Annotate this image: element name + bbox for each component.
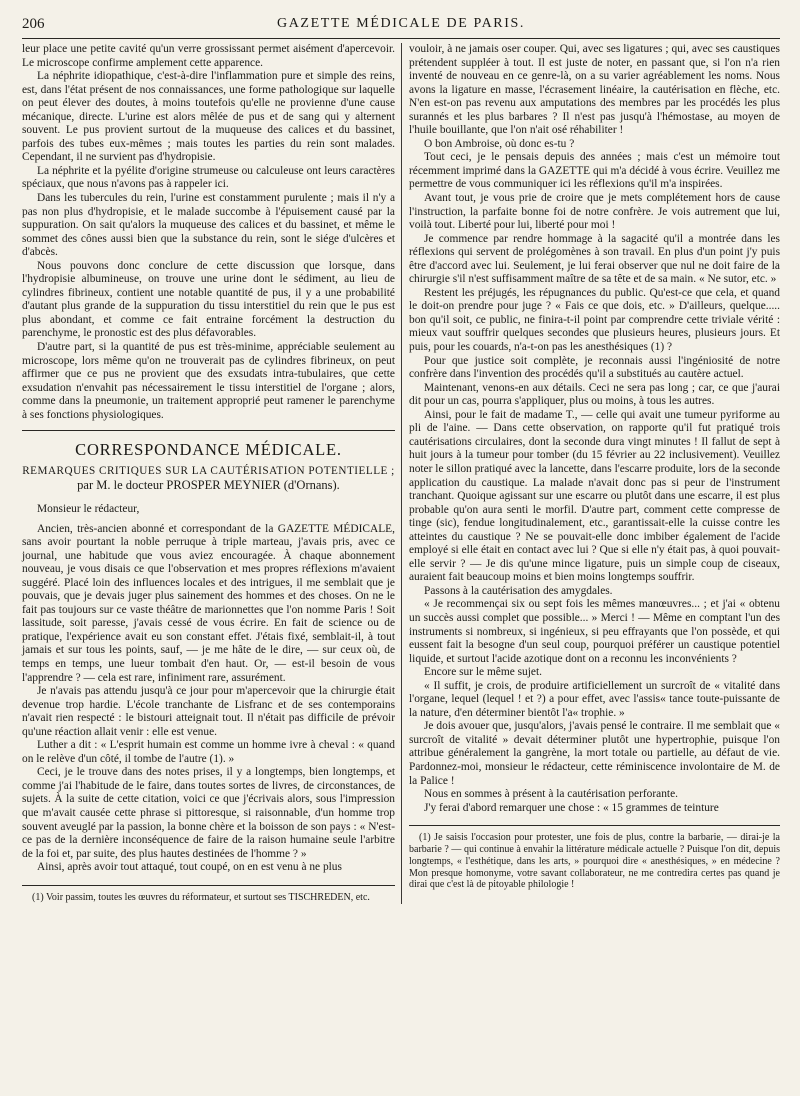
paragraph: Luther a dit : « L'esprit humain est comme un homme ivre à cheval : « quand on le relève d'un côté, il tombe de l'autre (1). » xyxy=(22,739,395,765)
paragraph: Passons à la cautérisation des amygdales. xyxy=(424,584,613,597)
paragraph: leur place une petite cavité qu'un verre grossissant permet aisément d'apercevoir. Le microscope confirme amplement cette apparence. xyxy=(22,43,395,69)
paragraph: O bon Ambroise, où donc es-tu ? xyxy=(424,137,575,150)
paragraph: vouloir, à ne jamais oser couper. Qui, avec ses ligatures ; qui, avec ses caustiques prétendent suppléer à tout. Il est juste de noter, en passant que, si l'on n'a rien inventé de nouveau en ce genre-là, on a su varier agréablement les noms. Nous avons la ligature en masse, l'écrasement linéaire, la cautérisation en flèche, etc. N'en est-on pas revenu aux amputations des membres par les procédés les plus surannés et les plus barbares ? Il n'est pas jusqu'à l'hémostase, au moyen de l'huile bouillante, que l'on n'ait osé réhabiliter ! xyxy=(409,43,780,137)
left-column xyxy=(22,43,401,904)
paragraph: Encore sur le même sujet. xyxy=(424,666,542,679)
section-divider xyxy=(22,430,395,431)
footnote-divider xyxy=(409,825,780,826)
right-column xyxy=(401,43,780,904)
paragraph: « Je recommençai six ou sept fois les mêmes manœuvres... ; et j'ai « obtenu un succès aussi complet que possible... » Merci ! — Même en comptant l'un des instruments si nombreux, si ingénieux, si peu effrayants que l'on possède, et qui eussent fait la besogne d'un seul coup, pourquoi préférer un caustique potentiel liquide, et surtout l'acide azotique dont on a reconnu les inconvénients ? xyxy=(409,598,780,665)
paragraph: Ainsi, après avoir tout attaqué, tout coupé, on en est venu à ne plus xyxy=(37,861,342,874)
paragraph: Maintenant, venons-en aux détails. Ceci ne sera pas long ; car, ce que j'aurai dit pour un cas, pourra s'appliquer, plus ou moins, à tous les autres. xyxy=(409,381,780,408)
paragraph: J'y ferai d'abord remarquer une chose : « 15 grammes de teinture xyxy=(424,801,719,814)
footnote xyxy=(22,892,395,904)
page-number: 206 xyxy=(22,16,45,32)
section-title: CORRESPONDANCE MÉDICALE. xyxy=(75,440,342,460)
paragraph: Pour que justice soit complète, je reconnais aussi l'ingéniosité de notre confrère dans l'invention des procédés qu'il a substitués au cautère actuel. xyxy=(409,354,780,381)
paragraph: « Il suffit, je crois, de produire artificiellement un surcroît de « vitalité dans l'organe, lequel (lequel ! et ?) a pour effet, avec l'assis« tance toute-puissante de la nature, d'en déterminer bientôt l'a« trophie. » xyxy=(409,679,780,719)
paragraph: Je n'avais pas attendu jusqu'à ce jour pour m'apercevoir que la chirurgie était devenue trop hardie. L'école tranchante de Lisfranc et de ses contemporains n'avait rien respecté : le bistouri atteignait tout. Il n'était pas difficile de prévoir qu'une réaction allait venir : elle est venue. xyxy=(22,685,395,738)
footnote-text: (1) Voir passim, toutes les œuvres du réformateur, et surtout ses TISCHREDEN, etc. xyxy=(32,891,370,903)
paragraph: Ainsi, pour le fait de madame T., — celle qui avait une tumeur pyriforme au pli de l'aine. — Dans cette observation, on rapporte qu'il fut pratiqué trois cautérisations circulaires, dont la seconde dura vingt minutes ! Il fallut de sept à huit jours à la tumeur pour tomber (du 15 février au 22 inclusivement). Veuillez noter le sillon pratiqué avec la lancette, dans l'escarre produite, lors de la seconde application du caustique. La malade n'avait donc pas si peur de l'instrument tranchant. Quoique agissant sur une escarre ou plutôt dans une escarre, il est plus probable qu'on aura senti le morfil. D'autre part, comment cette compresse de tinge (sic), fendue longitudinalement, etc., garantissait-elle la cuisse contre les atteintes du caustique ? Ne se pouvait-elle donc imbiber également de l'acide employé si elle était en contact avec lui ? Que si elle n'y était pas, à quoi pouvait-elle servir ? — Je dis qu'une mince ligature, puis un simple coup de ciseaux, auraient fait beaucoup moins et bien moins longtemps souffrir. xyxy=(409,408,780,584)
page-header xyxy=(22,12,780,39)
article-author: par M. le docteur PROSPER MEYNIER (d'Ornans). xyxy=(77,478,340,493)
article-title: REMARQUES CRITIQUES SUR LA CAUTÉRISATION POTENTIELLE ; xyxy=(22,464,395,477)
paragraph: Nous en sommes à présent à la cautérisation perforante. xyxy=(424,788,678,801)
paragraph: Ceci, je le trouve dans des notes prises, il y a longtemps, bien longtemps, et comme j'ai l'habitude de le faire, dans toutes sortes de livres, de circonstances, de sujets. À la suite de cette citation, voici ce que j'écrivais alors, sous l'impression que m'avait causée cette phrase si pittoresque, si raisonnable, d'un homme trop souvent aveuglé par la passion, la bonne chère et la boisson de son pays : « N'est-ce pas de la dernière inconséquence de faire de la raison humaine seule l'arbitre de la foi et, par suite, des plus hautes destinées de l'homme ? » xyxy=(22,766,395,860)
footnote xyxy=(409,832,780,891)
paragraph: Dans les tubercules du rein, l'urine est constamment purulente ; mais il n'y a pas non plus d'hydropisie, et le malade succombe à l'épuisement causé par la suppuration. On sait qu'alors la muqueuse des calices et du bassinet, et même le sommet des cônes aussi bien que la substance du rein, sont le siége d'ulcères et d'abcès. xyxy=(22,192,395,259)
paragraph: Je commence par rendre hommage à la sagacité qu'il a montrée dans les réflexions qui servent de prolégomènes à son travail. En plus d'un point j'y puis être d'accord avec lui. Seulement, je lui ferai observer que nul ne doit faire de la chirurgie s'il n'est suffisamment maître de sa tête et de sa main. « Ne sutor, etc. » xyxy=(409,232,780,286)
paragraph: Restent les préjugés, les répugnances du public. Qu'est-ce que cela, et quand le doit-on prendre pour juge ? « Fais ce que dois, etc. » D'ailleurs, quelque..... bon qu'il soit, ce public, ne finira-t-il point par comprendre cette triviale vérité : mieux vaut souffrir quelques secondes que plusieurs heures, plusieurs jours. Et puis, pour les couards, n'a-t-on pas les anesthésiques (1) ? xyxy=(409,286,780,354)
salutation: Monsieur le rédacteur, xyxy=(37,502,140,515)
paragraph: La néphrite et la pyélite d'origine strumeuse ou calculeuse ont leurs caractères spéciaux, que nous n'avons pas à rappeler ici. xyxy=(22,164,395,191)
paragraph: La néphrite idiopathique, c'est-à-dire l'inflammation pure et simple des reins, est, dans l'état présent de nos connaissances, une forme pathologique sur laquelle on peut élever des doutes, à moins toutefois qu'elle ne provienne d'une cause mécanique, directe. L'urine est alors mêlée de pus et de sang qui y alternent souvent. Le pus provient surtout de la muqueuse des calices et du bassinet, parfois des tubes eux-mêmes ; mais toutes les parties du rein sont malades. Cependant, il ne survient pas d'hydropisie. xyxy=(22,70,395,164)
footnote-divider xyxy=(22,885,395,886)
paragraph: Avant tout, je vous prie de croire que je mets complétement hors de cause l'instruction, la parfaite bonne foi de notre confrère. Je vois autrement que lui, voilà tout. Liberté pour lui, liberté pour moi ! xyxy=(409,192,780,232)
paragraph: Je dois avouer que, jusqu'alors, j'avais pensé le contraire. Il me semblait que « surcroît de vitalité » devait déterminer plutôt une hypertrophie, puisque l'on attribue généralement la gangrène, la mort totale ou partielle, au défaut de vie. Pardonnez-moi, monsieur le rédacteur, cette réminiscence involontaire de M. de la Palice ! xyxy=(409,720,780,787)
paragraph: D'autre part, si la quantité de pus est très-minime, appréciable seulement au microscope, lors même qu'on ne trouverait pas de cylindres fibrineux, on peut affirmer que ce pus ne provient que des exsudats intra-tubulaires, que cette exsudation n'envahit pas nécessairement le tissu interstitiel de l'organe ; alors, comme dans la pneumonie, un traitement approprié peut ramener le parenchyme à ses fonctions physiologiques. xyxy=(22,341,395,421)
footnote-text: (1) Je saisis l'occasion pour protester, une fois de plus, contre la barbarie, — dirai-je la barbarie ? — qui continue à envahir la littérature médicale actuelle ? Puisque l'on dit, depuis longtemps, « l'esthétique, dans les arts, » pourquoi dire « anesthésiques, » en médecine ? Mon presque homonyme, votre savant collaborateur, ne me contredira certes pas quand je dirai que c'est là de pitoyable philologie ! xyxy=(409,832,780,891)
two-column-body xyxy=(22,43,780,904)
paragraph: Ancien, très-ancien abonné et correspondant de la GAZETTE MÉDICALE, sans avoir pourtant la noble perruque à triple marteau, j'avais pris, avec ce journal, une habitude que vous aviez encouragée. À chaque abonnement nouveau, je vous disais ce que l'observation et mes propres réflexions m'avaient suggéré. Placé loin des influences locales et des intrigues, il me semblait que je pouvais, que je devais juger plus sainement des hommes et des choses. On ne le fait pas toujours sur ce vaste théâtre de marionnettes que l'on nomme Paris ! Soit lassitude, soit paresse, j'avais cessé de vous écrire. En fait de science ou de pratique, l'expérience avait eu son constant effet. J'étais fixé, semblait-il, à tout jamais et sur tous les points, sauf, — je me hâte de le dire, — sur ceux où, de temps en temps, une lueur tombait d'en haut. Or, — est-il besoin de vous l'apprendre ? — cela est rare, infiniment rare, assurément. xyxy=(22,522,395,684)
paragraph: Nous pouvons donc conclure de cette discussion que lorsque, dans l'hydropisie albumineuse, on trouve une urine dont le sédiment, au lieu de cylindres fibrineux, contient une notable quantité de pus, il y a une probabilité d'autant plus grande de la suppuration du tissu interstitiel du rein que le pus est plus abondant, et comme ce fait entraine forcément la destruction du parenchyme, le pronostic est des plus défavorables. xyxy=(22,259,395,340)
paragraph: Tout ceci, je le pensais depuis des années ; mais c'est un mémoire tout récemment imprimé dans la GAZETTE qui m'a décidé à vous écrire. Veuillez me permettre de vous communiquer ici les réflexions qu'il m'a inspirées. xyxy=(409,151,780,191)
journal-title: GAZETTE MÉDICALE DE PARIS. xyxy=(277,16,525,31)
